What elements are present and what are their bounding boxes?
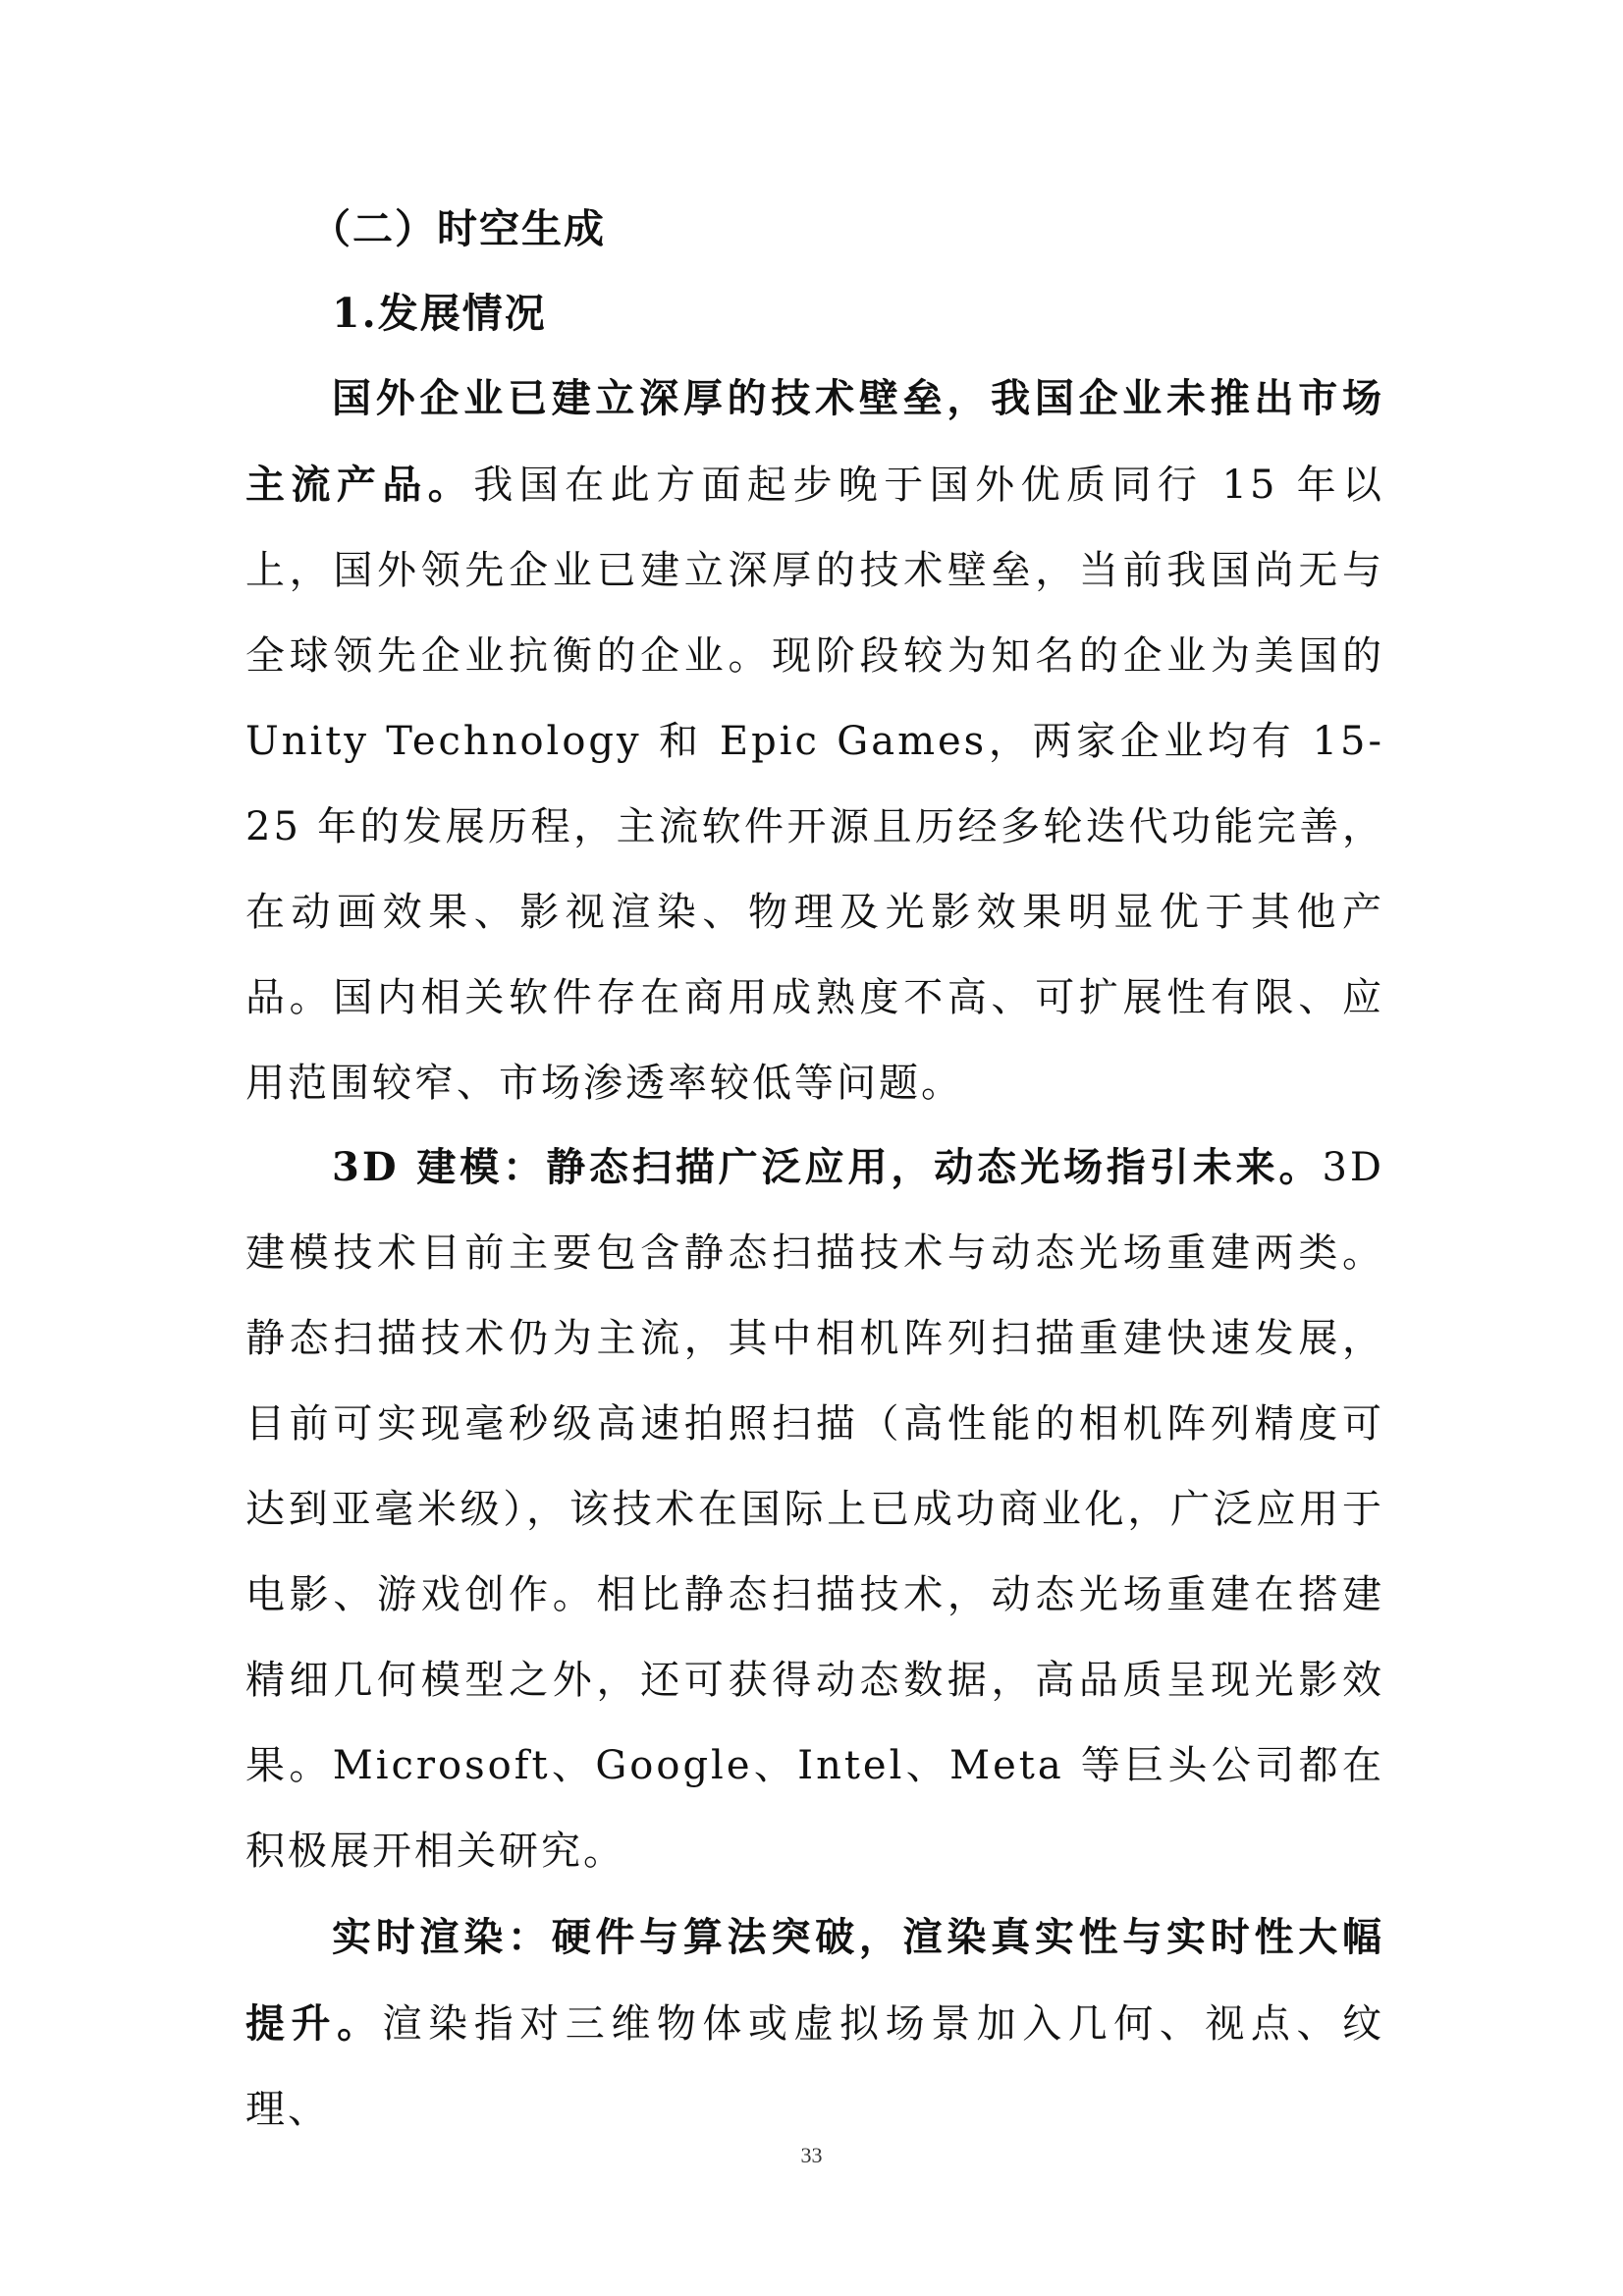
paragraph-3d-modeling bbox=[245, 1124, 1384, 1894]
paragraph-development bbox=[245, 355, 1384, 1126]
paragraph-realtime-rendering bbox=[245, 1894, 1384, 2153]
paragraph-text bbox=[245, 355, 1384, 1126]
paragraph-text bbox=[245, 1124, 1384, 1894]
page-number: 33 bbox=[800, 2143, 823, 2167]
paragraph-lead: 3D 建模：静态扫描广泛应用，动态光场指引未来。 bbox=[332, 1144, 1323, 1190]
paragraph-body: 3D 建模技术目前主要包含静态扫描技术与动态光场重建两类。静态扫描技术仍为主流，其中相机阵列扫描重建快速发展，目前可实现毫秒级高速拍照扫描（高性能的相机阵列精度可达到亚毫米级），该技术在国际上已成功商业化，广泛应用于电影、游戏创作。相比静态扫描技术，动态光场重建在搭建精细几何模型之外，还可获得动态数据，高品质呈现光影效果。Microsoft、Google、Intel、Meta 等巨头公司都在积极展开相关研究。 bbox=[245, 1145, 1384, 1874]
paragraph-body: 我国在此方面起步晚于国外优质同行 15 年以上，国外领先企业已建立深厚的技术壁垒，当前我国尚无与全球领先企业抗衡的企业。现阶段较为知名的企业为美国的 Unity Technology 和 Epic Games，两家企业均有 15-25 年的发展历程，主流软件开源且历经多轮迭代功能完善，在动画效果、影视渲染、物理及光影效果明显优于其他产品。国内相关软件存在商用成熟度不高、可扩展性有限、应用范围较窄、市场渗透率较低等问题。 bbox=[245, 463, 1385, 1106]
section-heading: （二）时空生成 bbox=[310, 205, 606, 252]
subsection-heading: 1.发展情况 bbox=[332, 290, 547, 337]
paragraph-text bbox=[245, 1894, 1384, 2153]
paragraph-lead: 国外企业已建立深厚的技术壁垒，我国企业未推出市场主流产品。 bbox=[245, 375, 1384, 508]
paragraph-lead: 实时渲染：硬件与算法突破，渲染真实性与实时性大幅提升。 bbox=[245, 1914, 1384, 2047]
paragraph-body: 渲染指对三维物体或虚拟场景加入几何、视点、纹理、 bbox=[245, 2001, 1384, 2132]
